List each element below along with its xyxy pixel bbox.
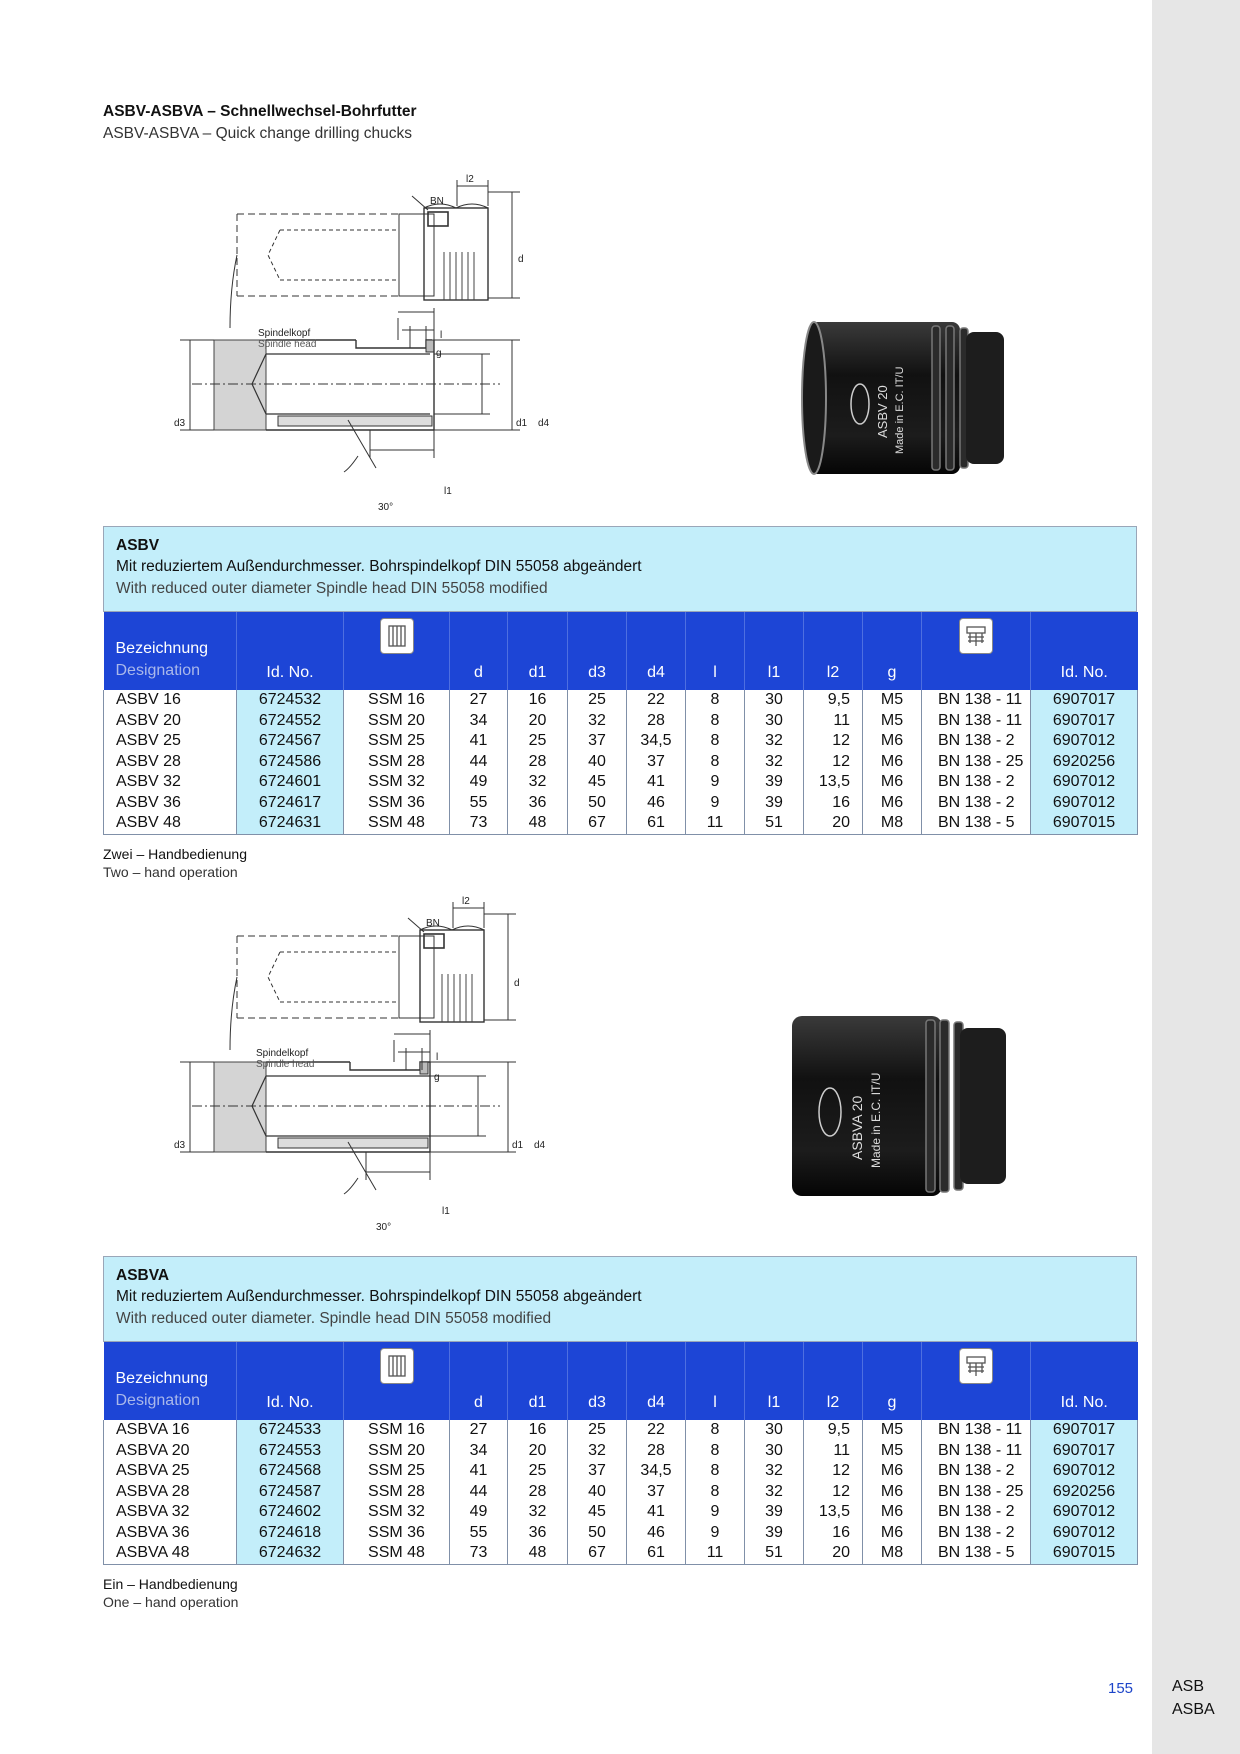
cell-designation: ASBV 28 xyxy=(104,752,237,773)
label-spindle-en-2: Spindle head xyxy=(256,1059,315,1070)
column-header-designation: Bezeichnung Designation xyxy=(104,1342,237,1420)
asbv-photo-marking: ASBV 20 xyxy=(875,385,890,438)
cell-l: 8 xyxy=(686,1482,745,1503)
cell-d1: 36 xyxy=(508,793,568,814)
table-row xyxy=(104,1420,1138,1441)
label-spindle-en: Spindle head xyxy=(258,339,317,350)
cell-d4: 37 xyxy=(627,752,686,773)
cell-d: 34 xyxy=(450,1441,508,1462)
cell-g: M6 xyxy=(863,1502,922,1523)
cell-screw: BN 138 - 5 xyxy=(922,813,1031,834)
cell-l2: 20 xyxy=(804,1543,863,1564)
cell-l1: 32 xyxy=(745,1461,804,1482)
cell-designation: ASBVA 16 xyxy=(104,1420,237,1441)
cell-l1: 51 xyxy=(745,813,804,834)
cell-l2: 9,5 xyxy=(804,690,863,711)
cell-d3: 37 xyxy=(568,1461,627,1482)
cell-d: 34 xyxy=(450,711,508,732)
cell-l: 11 xyxy=(686,813,745,834)
cell-screw: BN 138 - 11 xyxy=(922,711,1031,732)
cell-d3: 67 xyxy=(568,1543,627,1564)
cell-id-no-2: 6907017 xyxy=(1031,1420,1138,1441)
cell-d4: 34,5 xyxy=(627,731,686,752)
cell-screw: BN 138 - 2 xyxy=(922,1461,1031,1482)
side-code-asba: ASBA xyxy=(1172,1701,1215,1718)
cell-id-no-2: 6907012 xyxy=(1031,1461,1138,1482)
table-row xyxy=(104,1543,1138,1564)
cell-l1: 30 xyxy=(745,1441,804,1462)
table-row xyxy=(104,1502,1138,1523)
cell-g: M6 xyxy=(863,1523,922,1544)
cell-d1: 25 xyxy=(508,1461,568,1482)
cell-g: M6 xyxy=(863,793,922,814)
cell-holder: SSM 36 xyxy=(344,1523,450,1544)
page-title-en: ASBV-ASBVA – Quick change drilling chucks xyxy=(103,125,413,142)
cell-id-no: 6724601 xyxy=(237,772,344,793)
column-header-d4: d4 xyxy=(627,1342,686,1420)
column-header-l2: l2 xyxy=(804,1342,863,1420)
cell-designation: ASBV 16 xyxy=(104,690,237,711)
cell-l2: 20 xyxy=(804,813,863,834)
cell-d1: 48 xyxy=(508,813,568,834)
cell-id-no: 6724532 xyxy=(237,690,344,711)
cell-d1: 48 xyxy=(508,1543,568,1564)
cell-d4: 28 xyxy=(627,1441,686,1462)
cell-g: M6 xyxy=(863,1482,922,1503)
asbv-photo-origin: Made in E.C. IT/U xyxy=(894,366,906,454)
cell-g: M6 xyxy=(863,1461,922,1482)
cell-l: 8 xyxy=(686,1420,745,1441)
column-header-id: Id. No. xyxy=(237,1342,344,1420)
cell-designation: ASBV 48 xyxy=(104,813,237,834)
asbv-note-de: Zwei – Handbedienung xyxy=(103,845,247,862)
cell-id-no: 6724586 xyxy=(237,752,344,773)
cell-l2: 13,5 xyxy=(804,772,863,793)
cell-d: 41 xyxy=(450,1461,508,1482)
cell-d4: 61 xyxy=(627,813,686,834)
cell-holder: SSM 28 xyxy=(344,1482,450,1503)
cell-d1: 16 xyxy=(508,690,568,711)
cell-l: 8 xyxy=(686,711,745,732)
cell-l1: 32 xyxy=(745,731,804,752)
label-l: l xyxy=(440,330,443,341)
cell-d: 55 xyxy=(450,793,508,814)
cell-d4: 37 xyxy=(627,1482,686,1503)
cell-designation: ASBVA 25 xyxy=(104,1461,237,1482)
cell-d4: 46 xyxy=(627,793,686,814)
cell-d: 44 xyxy=(450,1482,508,1503)
cell-d: 49 xyxy=(450,1502,508,1523)
label-l2: l2 xyxy=(466,174,474,185)
label-d-2: d xyxy=(514,978,520,989)
cell-g: M8 xyxy=(863,813,922,834)
asbva-product-photo xyxy=(788,1012,1012,1200)
cell-d3: 45 xyxy=(568,1502,627,1523)
cell-d3: 40 xyxy=(568,1482,627,1503)
cell-l2: 12 xyxy=(804,1461,863,1482)
cell-id-no-2: 6907015 xyxy=(1031,813,1138,834)
cell-id-no: 6724631 xyxy=(237,813,344,834)
label-d1: d1 xyxy=(516,418,528,429)
label-d: d xyxy=(518,254,524,265)
label-bn-2: BN xyxy=(426,918,440,929)
cell-g: M5 xyxy=(863,1441,922,1462)
asbva-table xyxy=(103,1342,1138,1565)
cell-g: M5 xyxy=(863,711,922,732)
asbva-note-de: Ein – Handbedienung xyxy=(103,1575,238,1592)
asbv-description-de: Mit reduziertem Außendurchmesser. Bohrspindelkopf DIN 55058 abgeändert xyxy=(116,558,642,575)
cell-d: 55 xyxy=(450,1523,508,1544)
cell-d3: 40 xyxy=(568,752,627,773)
cell-holder: SSM 48 xyxy=(344,813,450,834)
table-row xyxy=(104,1461,1138,1482)
cell-l1: 51 xyxy=(745,1543,804,1564)
table-row xyxy=(104,1482,1138,1503)
cell-designation: ASBVA 36 xyxy=(104,1523,237,1544)
column-header-id-2: Id. No. xyxy=(1031,612,1138,690)
cell-id-no: 6724567 xyxy=(237,731,344,752)
cell-screw: BN 138 - 11 xyxy=(922,1420,1031,1441)
column-header-d3: d3 xyxy=(568,1342,627,1420)
column-header-g: g xyxy=(863,612,922,690)
cell-l1: 32 xyxy=(745,1482,804,1503)
cell-holder: SSM 48 xyxy=(344,1543,450,1564)
cell-d3: 32 xyxy=(568,1441,627,1462)
cell-d1: 32 xyxy=(508,772,568,793)
label-l1: l1 xyxy=(444,486,452,497)
label-d1-2: d1 xyxy=(512,1140,524,1151)
cell-d3: 25 xyxy=(568,690,627,711)
label-spindle-de-2: Spindelkopf xyxy=(256,1048,309,1059)
cell-screw: BN 138 - 2 xyxy=(922,1523,1031,1544)
side-tab xyxy=(1152,0,1240,1754)
cell-l2: 12 xyxy=(804,752,863,773)
cell-g: M6 xyxy=(863,731,922,752)
cell-screw: BN 138 - 25 xyxy=(922,752,1031,773)
asbva-section xyxy=(103,1256,1137,1611)
cell-l1: 39 xyxy=(745,1502,804,1523)
table-row xyxy=(104,1441,1138,1462)
cell-screw: BN 138 - 5 xyxy=(922,1543,1031,1564)
cell-holder: SSM 25 xyxy=(344,1461,450,1482)
cell-id-no-2: 6907017 xyxy=(1031,711,1138,732)
asbva-technical-drawing xyxy=(174,890,580,1240)
table-row xyxy=(104,793,1138,814)
table-row xyxy=(104,772,1138,793)
column-header-l: l xyxy=(686,1342,745,1420)
label-angle-2: 30° xyxy=(376,1222,392,1233)
column-header-holder xyxy=(344,612,450,690)
cell-l1: 30 xyxy=(745,690,804,711)
cell-d1: 20 xyxy=(508,1441,568,1462)
cell-d3: 50 xyxy=(568,793,627,814)
page-title-de: ASBV-ASBVA – Schnellwechsel-Bohrfutter xyxy=(103,103,417,120)
cell-l1: 30 xyxy=(745,1420,804,1441)
cell-holder: SSM 32 xyxy=(344,1502,450,1523)
cell-d: 73 xyxy=(450,1543,508,1564)
cell-designation: ASBV 25 xyxy=(104,731,237,752)
asbva-description-en: With reduced outer diameter. Spindle head DIN 55058 modified xyxy=(116,1310,552,1327)
cell-designation: ASBV 36 xyxy=(104,793,237,814)
cell-id-no-2: 6907012 xyxy=(1031,793,1138,814)
table-row xyxy=(104,752,1138,773)
cell-l: 9 xyxy=(686,1502,745,1523)
label-l-2: l xyxy=(436,1052,439,1063)
column-header-d4: d4 xyxy=(627,612,686,690)
tool-holder-icon xyxy=(380,1348,414,1384)
label-bn: BN xyxy=(430,196,444,207)
asbva-photo-origin: Made in E.C. IT/U xyxy=(869,1072,883,1168)
cell-id-no-2: 6907012 xyxy=(1031,1523,1138,1544)
cell-l2: 13,5 xyxy=(804,1502,863,1523)
table-row xyxy=(104,711,1138,732)
page-number: 155 xyxy=(1108,1680,1134,1697)
column-header-l1: l1 xyxy=(745,1342,804,1420)
asbv-technical-drawing xyxy=(174,168,580,518)
cell-id-no: 6724632 xyxy=(237,1543,344,1564)
cell-id-no: 6724552 xyxy=(237,711,344,732)
screw-icon xyxy=(959,618,993,654)
cell-id-no-2: 6907017 xyxy=(1031,1441,1138,1462)
cell-designation: ASBVA 20 xyxy=(104,1441,237,1462)
cell-d4: 28 xyxy=(627,711,686,732)
column-header-designation: Bezeichnung Designation xyxy=(104,612,237,690)
cell-l1: 39 xyxy=(745,772,804,793)
asbva-note-en: One – hand operation xyxy=(103,1593,239,1610)
cell-holder: SSM 16 xyxy=(344,690,450,711)
cell-d: 27 xyxy=(450,690,508,711)
cell-l: 9 xyxy=(686,772,745,793)
cell-l1: 39 xyxy=(745,1523,804,1544)
column-header-id: Id. No. xyxy=(237,612,344,690)
cell-id-no: 6724553 xyxy=(237,1441,344,1462)
screw-icon xyxy=(959,1348,993,1384)
cell-l1: 39 xyxy=(745,793,804,814)
cell-id-no: 6724587 xyxy=(237,1482,344,1503)
asbv-description-en: With reduced outer diameter Spindle head DIN 55058 modified xyxy=(116,580,548,597)
cell-d4: 22 xyxy=(627,1420,686,1441)
cell-holder: SSM 36 xyxy=(344,793,450,814)
cell-screw: BN 138 - 11 xyxy=(922,690,1031,711)
cell-g: M6 xyxy=(863,772,922,793)
label-d4-2: d4 xyxy=(534,1140,546,1151)
cell-l: 8 xyxy=(686,1441,745,1462)
side-code-asb: ASB xyxy=(1172,1678,1205,1695)
cell-g: M8 xyxy=(863,1543,922,1564)
cell-l: 8 xyxy=(686,752,745,773)
cell-l2: 12 xyxy=(804,731,863,752)
cell-g: M5 xyxy=(863,690,922,711)
cell-screw: BN 138 - 2 xyxy=(922,731,1031,752)
cell-l2: 16 xyxy=(804,793,863,814)
cell-d: 44 xyxy=(450,752,508,773)
label-d3: d3 xyxy=(174,418,186,429)
cell-designation: ASBV 32 xyxy=(104,772,237,793)
cell-d3: 37 xyxy=(568,731,627,752)
asbva-title: ASBVA xyxy=(116,1267,170,1284)
column-header-d1: d1 xyxy=(508,612,568,690)
label-g: g xyxy=(436,348,442,359)
asbv-section xyxy=(103,526,1137,881)
table-row xyxy=(104,813,1138,834)
cell-id-no: 6724602 xyxy=(237,1502,344,1523)
cell-id-no-2: 6907017 xyxy=(1031,690,1138,711)
cell-d4: 41 xyxy=(627,1502,686,1523)
cell-id-no: 6724568 xyxy=(237,1461,344,1482)
cell-d1: 16 xyxy=(508,1420,568,1441)
cell-d1: 28 xyxy=(508,752,568,773)
cell-holder: SSM 25 xyxy=(344,731,450,752)
cell-l: 9 xyxy=(686,793,745,814)
column-header-l1: l1 xyxy=(745,612,804,690)
label-l2-2: l2 xyxy=(462,896,470,907)
column-header-holder xyxy=(344,1342,450,1420)
cell-screw: BN 138 - 25 xyxy=(922,1482,1031,1503)
label-l1-2: l1 xyxy=(442,1206,450,1217)
cell-g: M6 xyxy=(863,752,922,773)
cell-id-no-2: 6920256 xyxy=(1031,1482,1138,1503)
cell-l2: 11 xyxy=(804,711,863,732)
cell-l2: 16 xyxy=(804,1523,863,1544)
column-header-d: d xyxy=(450,612,508,690)
cell-d: 41 xyxy=(450,731,508,752)
cell-id-no-2: 6920256 xyxy=(1031,752,1138,773)
cell-l: 8 xyxy=(686,690,745,711)
cell-designation: ASBVA 48 xyxy=(104,1543,237,1564)
cell-holder: SSM 28 xyxy=(344,752,450,773)
cell-l: 9 xyxy=(686,1523,745,1544)
column-header-l: l xyxy=(686,612,745,690)
tool-holder-icon xyxy=(380,618,414,654)
cell-d3: 45 xyxy=(568,772,627,793)
table-row xyxy=(104,731,1138,752)
cell-holder: SSM 32 xyxy=(344,772,450,793)
column-header-id-2: Id. No. xyxy=(1031,1342,1138,1420)
label-d3-2: d3 xyxy=(174,1140,186,1151)
cell-holder: SSM 20 xyxy=(344,711,450,732)
column-header-l2: l2 xyxy=(804,612,863,690)
cell-d3: 32 xyxy=(568,711,627,732)
column-header-d3: d3 xyxy=(568,612,627,690)
asbv-table xyxy=(103,612,1138,835)
cell-d: 73 xyxy=(450,813,508,834)
cell-d1: 28 xyxy=(508,1482,568,1503)
cell-designation: ASBVA 32 xyxy=(104,1502,237,1523)
cell-d1: 32 xyxy=(508,1502,568,1523)
asbva-info-box xyxy=(103,1256,1137,1342)
asbva-description-de: Mit reduziertem Außendurchmesser. Bohrspindelkopf DIN 55058 abgeändert xyxy=(116,1288,642,1305)
cell-d4: 46 xyxy=(627,1523,686,1544)
cell-id-no: 6724618 xyxy=(237,1523,344,1544)
column-header-d: d xyxy=(450,1342,508,1420)
cell-l: 8 xyxy=(686,731,745,752)
asbv-title: ASBV xyxy=(116,537,160,554)
asbv-info-box xyxy=(103,526,1137,612)
label-spindle-de: Spindelkopf xyxy=(258,328,311,339)
cell-d1: 36 xyxy=(508,1523,568,1544)
cell-screw: BN 138 - 2 xyxy=(922,793,1031,814)
cell-l2: 9,5 xyxy=(804,1420,863,1441)
label-g-2: g xyxy=(434,1072,440,1083)
cell-l2: 12 xyxy=(804,1482,863,1503)
cell-id-no-2: 6907012 xyxy=(1031,731,1138,752)
cell-holder: SSM 16 xyxy=(344,1420,450,1441)
cell-holder: SSM 20 xyxy=(344,1441,450,1462)
cell-l2: 11 xyxy=(804,1441,863,1462)
asbva-photo-marking: ASBVA 20 xyxy=(849,1095,865,1160)
cell-id-no: 6724533 xyxy=(237,1420,344,1441)
cell-l: 8 xyxy=(686,1461,745,1482)
cell-screw: BN 138 - 11 xyxy=(922,1441,1031,1462)
cell-d4: 34,5 xyxy=(627,1461,686,1482)
cell-id-no-2: 6907012 xyxy=(1031,772,1138,793)
table-row xyxy=(104,1523,1138,1544)
cell-d4: 22 xyxy=(627,690,686,711)
cell-d3: 50 xyxy=(568,1523,627,1544)
column-header-screw xyxy=(922,612,1031,690)
cell-id-no: 6724617 xyxy=(237,793,344,814)
cell-d4: 61 xyxy=(627,1543,686,1564)
cell-designation: ASBVA 28 xyxy=(104,1482,237,1503)
cell-g: M5 xyxy=(863,1420,922,1441)
cell-d: 49 xyxy=(450,772,508,793)
cell-l1: 30 xyxy=(745,711,804,732)
column-header-d1: d1 xyxy=(508,1342,568,1420)
column-header-g: g xyxy=(863,1342,922,1420)
cell-l1: 32 xyxy=(745,752,804,773)
column-header-screw xyxy=(922,1342,1031,1420)
cell-d1: 25 xyxy=(508,731,568,752)
cell-id-no-2: 6907015 xyxy=(1031,1543,1138,1564)
cell-d3: 67 xyxy=(568,813,627,834)
cell-screw: BN 138 - 2 xyxy=(922,772,1031,793)
cell-d: 27 xyxy=(450,1420,508,1441)
asbv-product-photo xyxy=(800,318,1010,478)
cell-d3: 25 xyxy=(568,1420,627,1441)
cell-d4: 41 xyxy=(627,772,686,793)
label-angle: 30° xyxy=(378,502,394,513)
cell-d1: 20 xyxy=(508,711,568,732)
cell-l: 11 xyxy=(686,1543,745,1564)
cell-screw: BN 138 - 2 xyxy=(922,1502,1031,1523)
asbv-note-en: Two – hand operation xyxy=(103,863,238,880)
label-d4: d4 xyxy=(538,418,550,429)
table-row xyxy=(104,690,1138,711)
cell-designation: ASBV 20 xyxy=(104,711,237,732)
cell-id-no-2: 6907012 xyxy=(1031,1502,1138,1523)
